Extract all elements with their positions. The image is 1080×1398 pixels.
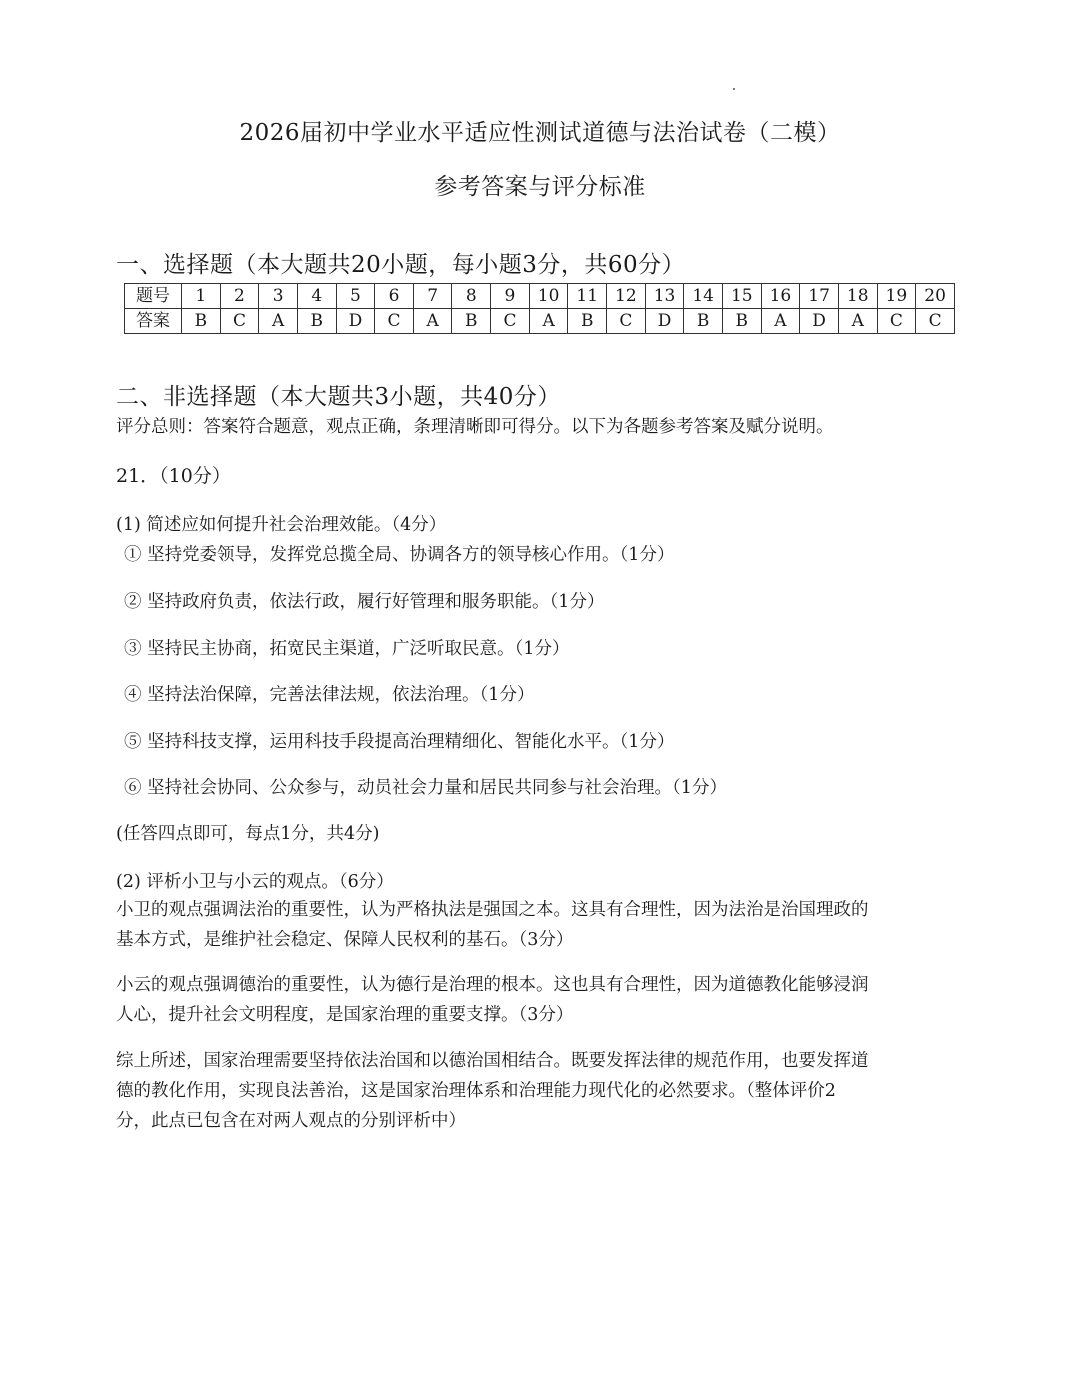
part1-point: ② 坚持政府负责，依法行政，履行好管理和服务职能。（1分） xyxy=(124,592,605,612)
paragraph-line: 综上所述，国家治理需要坚持依法治国和以德治国相结合。既要发挥法律的规范作用，也要发挥道 xyxy=(116,1051,869,1071)
document-title: 2026届初中学业水平适应性测试道德与法治试卷（二模） xyxy=(239,120,841,146)
part1-point: ⑥ 坚持社会协同、公众参与，动员社会力量和居民共同参与社会治理。（1分） xyxy=(124,778,727,798)
answer-cell: B xyxy=(182,309,221,334)
question-number: 15 xyxy=(722,284,761,309)
question-number: 8 xyxy=(452,284,491,309)
row-label-answers: 答案 xyxy=(125,309,182,334)
paragraph-line: 小卫的观点强调法治的重要性，认为严格执法是强国之本。这具有合理性，因为法治是治国理政的 xyxy=(116,900,869,920)
answer-cell: A xyxy=(529,309,568,334)
answer-cell: A xyxy=(259,309,298,334)
question-number: 2 xyxy=(220,284,259,309)
question-number: 12 xyxy=(607,284,646,309)
part1-point: ⑤ 坚持科技支撑，运用科技手段提高治理精细化、智能化水平。（1分） xyxy=(124,732,675,752)
answer-cell: B xyxy=(684,309,723,334)
question-number-row xyxy=(125,284,955,309)
answer-cell: B xyxy=(568,309,607,334)
part1-point: ④ 坚持法治保障，完善法律法规，依法治理。（1分） xyxy=(124,685,535,705)
question-number: 20 xyxy=(916,284,955,309)
answer-cell: C xyxy=(375,309,414,334)
answer-cell: C xyxy=(491,309,530,334)
part2-paragraph-1 xyxy=(116,895,966,955)
question-number: 1 xyxy=(182,284,221,309)
answer-cell: B xyxy=(297,309,336,334)
answer-key-table xyxy=(124,283,955,334)
part1-point: ① 坚持党委领导，发挥党总揽全局、协调各方的领导核心作用。（1分） xyxy=(124,545,675,565)
section1-heading: 一、选择题（本大题共20小题，每小题3分，共60分） xyxy=(116,252,686,278)
answer-cell: A xyxy=(413,309,452,334)
question-number: 14 xyxy=(684,284,723,309)
part2-paragraph-2 xyxy=(116,970,966,1030)
answer-cell: D xyxy=(800,309,839,334)
general-scoring-rule: 评分总则：答案符合题意，观点正确，条理清晰即可得分。以下为各题参考答案及赋分说明。 xyxy=(116,417,834,437)
question-number: 18 xyxy=(838,284,877,309)
question-number: 19 xyxy=(877,284,916,309)
paragraph-line: 小云的观点强调德治的重要性，认为德行是治理的根本。这也具有合理性，因为道德教化能够浸润 xyxy=(116,975,869,995)
paragraph-line: 分，此点已包含在对两人观点的分别评析中） xyxy=(116,1111,466,1131)
part2-paragraph-3 xyxy=(116,1046,966,1136)
answer-cell: A xyxy=(838,309,877,334)
question-number: 13 xyxy=(645,284,684,309)
paragraph-line: 人心，提升社会文明程度，是国家治理的重要支撑。（3分） xyxy=(116,1005,574,1025)
question-number: 17 xyxy=(800,284,839,309)
paragraph-line: 基本方式，是维护社会稳定、保障人民权利的基石。（3分） xyxy=(116,930,574,950)
part2-title: (2) 评析小卫与小云的观点。（6分） xyxy=(116,872,394,892)
question-number: 10 xyxy=(529,284,568,309)
part1-title: (1) 简述应如何提升社会治理效能。（4分） xyxy=(116,515,447,535)
row-label-numbers: 题号 xyxy=(125,284,182,309)
answer-cell: C xyxy=(607,309,646,334)
part1-note: (任答四点即可，每点1分，共4分) xyxy=(116,824,380,844)
document-subtitle: 参考答案与评分标准 xyxy=(434,174,646,200)
answer-cell: D xyxy=(645,309,684,334)
question-number: 16 xyxy=(761,284,800,309)
answer-cell: B xyxy=(722,309,761,334)
section2-heading: 二、非选择题（本大题共3小题，共40分） xyxy=(116,384,561,410)
question-number: 6 xyxy=(375,284,414,309)
answer-cell: C xyxy=(877,309,916,334)
answer-cell: C xyxy=(916,309,955,334)
question-number: 9 xyxy=(491,284,530,309)
answer-cell: A xyxy=(761,309,800,334)
question-number: 7 xyxy=(413,284,452,309)
part1-point: ③ 坚持民主协商，拓宽民主渠道，广泛听取民意。（1分） xyxy=(124,639,570,659)
question-21-title: 21．（10分） xyxy=(116,465,231,487)
question-number: 4 xyxy=(297,284,336,309)
question-number: 5 xyxy=(336,284,375,309)
question-number: 11 xyxy=(568,284,607,309)
answer-cell: D xyxy=(336,309,375,334)
answer-cell: C xyxy=(220,309,259,334)
answer-row xyxy=(125,309,955,334)
answer-cell: B xyxy=(452,309,491,334)
paragraph-line: 德的教化作用，实现良法善治，这是国家治理体系和治理能力现代化的必然要求。（整体评价2 xyxy=(116,1081,836,1101)
speck-mark xyxy=(733,88,735,90)
question-number: 3 xyxy=(259,284,298,309)
